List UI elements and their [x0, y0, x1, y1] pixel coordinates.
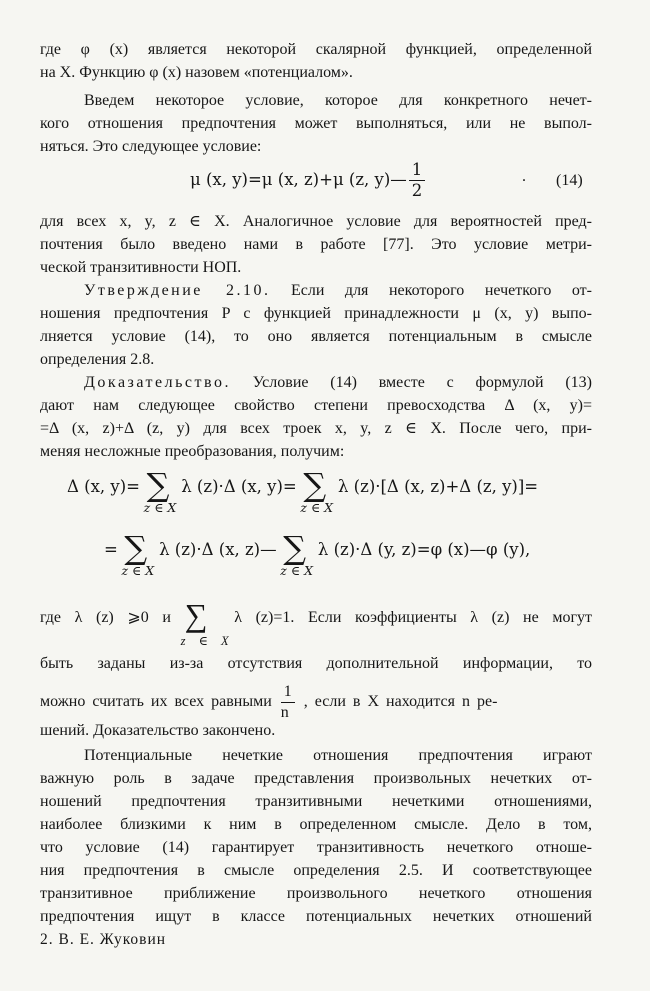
paragraph-5-line-6: ния предпочтения в смысле определения 2.5. И соответствующее: [40, 862, 592, 879]
equation-dot: .: [522, 168, 526, 185]
equation-14-lhs: μ (x, y)=μ (x, z)+μ (z, y)—: [190, 170, 407, 189]
page-signature: 2. В. Е. Жуковин: [40, 931, 167, 948]
statement-line-4: определения 2.8.: [40, 351, 155, 368]
paragraph-5-line-8: предпочтения ищут в классе потенциальных нечетких отношений: [40, 908, 592, 925]
eq-a-part-1: Δ (x, y)=: [67, 477, 140, 496]
proof-text-1: Условие (14) вместе с формулой (13): [252, 374, 593, 391]
paragraph-2-line-2: кого отношения предпочтения может выполняться, или не выпол-: [40, 115, 592, 132]
sum-symbol: ∑ z ∈ X: [118, 533, 154, 563]
proof-line-1: [40, 371, 592, 395]
fraction-numerator: 1: [281, 682, 295, 703]
equation-number-14: (14): [556, 172, 583, 189]
paragraph-4-line-1: [40, 597, 593, 648]
sum-symbol: ∑ z ∈ X: [185, 600, 221, 630]
p4-part-b: λ (z)=1. Если коэффициенты λ (z) не могут: [234, 609, 593, 626]
paragraph-5-line-1: Потенциальные нечеткие отношения предпочтения играют: [84, 747, 592, 764]
fraction-one-over-n: [281, 682, 295, 723]
sum-symbol: ∑ z ∈ X: [140, 470, 176, 500]
proof-line-4: меняя несложные преобразования, получим:: [40, 443, 345, 460]
p4-part-a: где λ (z) ⩾0 и: [40, 609, 171, 626]
paragraph-4-line-4: шений. Доказательство закончено.: [40, 722, 276, 739]
paragraph-5-line-3: ношений предпочтения транзитивными нечеткими отношениями,: [40, 793, 592, 810]
proof-line-2: дают нам следующее свойство степени превосходства Δ (x, y)=: [40, 397, 592, 414]
proof-heading: Доказательство.: [84, 374, 231, 391]
equation-delta-2: [104, 529, 531, 578]
paragraph-3-line-3: ческой транзитивности НОП.: [40, 259, 242, 276]
eq-a-part-2: λ (z)·Δ (x, y)=: [181, 477, 297, 496]
eq-b-part-1: =: [104, 540, 118, 559]
statement-line-3: лняется условие (14), то оно является потенциальным в смысле: [40, 328, 592, 345]
proof-line-3: =Δ (x, z)+Δ (z, y) для всех троек x, y, z ∈ X. После чего, при-: [40, 420, 592, 437]
p4-part-3b: , если в X находится n ре-: [303, 693, 498, 711]
paragraph-2-line-3: няться. Это следующее условие:: [40, 138, 262, 155]
paragraph-1-line-1: где φ (x) является некоторой скалярной функцией, определенной: [40, 41, 592, 58]
fraction-denominator: n: [280, 704, 289, 721]
paragraph-1-line-2: на X. Функцию φ (x) назовем «потенциалом».: [40, 64, 353, 81]
statement-heading: Утверждение 2.10.: [84, 282, 271, 299]
sum-symbol: ∑ z ∈ X: [297, 470, 333, 500]
sum-index: z ∈ X: [143, 500, 177, 515]
paragraph-3-line-1: для всех x, y, z ∈ X. Аналогичное условие для вероятностей пред-: [40, 213, 592, 230]
paragraph-5-line-7: транзитивное приближение произвольного нечеткого отношения: [40, 885, 592, 902]
paragraph-5-line-4: наиболее близкими к ним в определенном смысле. Дело в том,: [40, 816, 592, 833]
equation-delta-1: [67, 466, 539, 515]
sum-index: z ∈ X: [121, 563, 155, 578]
paragraph-4-line-3: [40, 682, 592, 723]
equation-14: [190, 160, 427, 201]
fraction-numerator: 1: [409, 160, 426, 181]
sum-index: z ∈ X: [280, 563, 313, 578]
paragraph-2-line-1: Введем некоторое условие, которое для конкретного нечет-: [84, 92, 592, 109]
eq-a-part-3: λ (z)·[Δ (x, z)+Δ (z, y)]=: [337, 477, 539, 496]
fraction-denominator: 2: [411, 181, 423, 200]
paragraph-5-line-2: важную роль в задаче представления произвольных нечетких от-: [40, 770, 592, 787]
eq-b-part-3: λ (z)·Δ (y, z)=φ (x)—φ (y),: [317, 540, 531, 559]
sum-symbol: ∑ z ∈ X: [277, 533, 313, 563]
statement-text-1: Если для некоторого нечеткого от-: [290, 282, 592, 299]
paragraph-3-line-2: почтения было введено нами в работе [77]. Это условие метри-: [40, 236, 592, 253]
fraction-one-half: [409, 160, 426, 201]
sum-index: z ∈ X: [180, 634, 229, 648]
statement-line-1: [40, 279, 592, 303]
paragraph-5-line-5: что условие (14) гарантирует транзитивность нечеткого отноше-: [40, 839, 592, 856]
sum-index: z ∈ X: [300, 500, 334, 515]
paragraph-4-line-2: быть заданы из-за отсутствия дополнительной информации, то: [40, 655, 592, 672]
statement-line-2: ношения предпочтения P с функцией принадлежности μ (x, y) выпо-: [40, 305, 592, 322]
eq-b-part-2: λ (z)·Δ (x, z)—: [159, 540, 277, 559]
p4-part-3a: можно считать их всех равными: [40, 693, 272, 711]
